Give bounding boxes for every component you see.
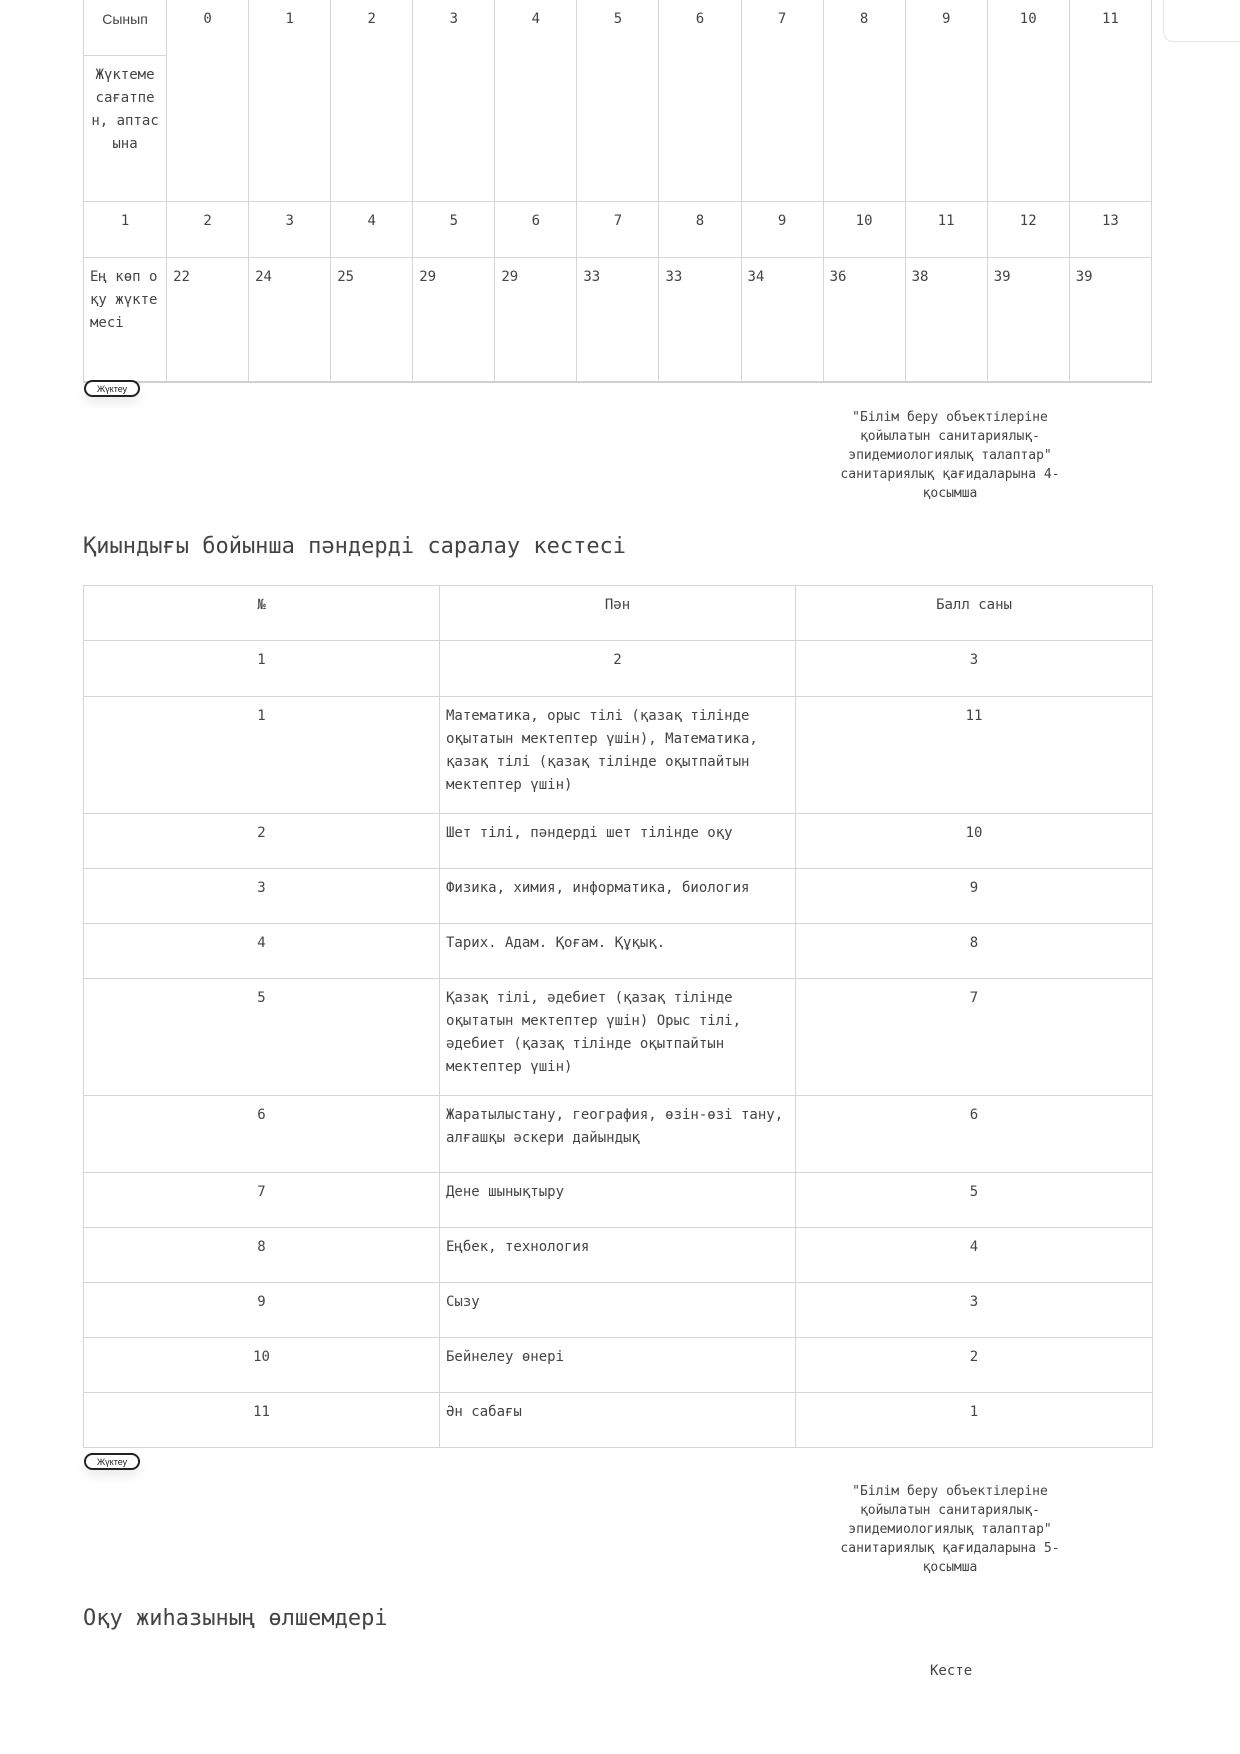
table-row <box>84 697 1153 814</box>
table-row <box>84 869 1153 924</box>
row-number-cell: 11 <box>84 1393 440 1448</box>
max-load-cell: 22 <box>167 258 249 383</box>
column-number-cell: 6 <box>495 202 577 258</box>
column-number-cell: 2 <box>167 202 249 258</box>
class-cell: 7 <box>741 0 823 202</box>
class-cell: 6 <box>659 0 741 202</box>
class-cell: 9 <box>905 0 987 202</box>
column-number-cell: 1 <box>84 202 167 258</box>
subject-cell: Еңбек, технология <box>440 1228 796 1283</box>
table-row <box>84 1338 1153 1393</box>
table-row <box>84 641 1153 697</box>
score-cell: 6 <box>796 1096 1153 1173</box>
class-cell: 0 <box>167 0 249 202</box>
class-cell: 11 <box>1069 0 1151 202</box>
column-number-cell: 1 <box>84 641 440 697</box>
max-load-cell: 25 <box>331 258 413 383</box>
subject-cell: Жаратылыстану, география, өзін-өзі тану, алғашқы әскери дайындық <box>440 1096 796 1173</box>
score-cell: 11 <box>796 697 1153 814</box>
score-cell: 4 <box>796 1228 1153 1283</box>
subject-cell: Бейнелеу өнері <box>440 1338 796 1393</box>
class-cell: 10 <box>987 0 1069 202</box>
table-header-row <box>84 586 1153 641</box>
load-label-cell: Жүктеме сағатпен, аптасына <box>84 56 167 202</box>
column-number-cell: 8 <box>659 202 741 258</box>
max-load-cell: 34 <box>741 258 823 383</box>
appendix-4-note: "Білім беру объектілеріне қойылатын санитариялық-эпидемиологиялық талаптар" санитариялық қағидаларына 4-қосымша <box>840 410 1060 501</box>
column-number-cell: 13 <box>1069 202 1151 258</box>
row-number-cell: 8 <box>84 1228 440 1283</box>
column-number-cell: 2 <box>440 641 796 697</box>
table-caption: Кесте <box>930 1663 973 1679</box>
score-cell: 9 <box>796 869 1153 924</box>
table-row <box>84 814 1153 869</box>
column-number-cell: 9 <box>741 202 823 258</box>
row-number-cell: 9 <box>84 1283 440 1338</box>
max-load-cell: 24 <box>249 258 331 383</box>
row-number-cell: 5 <box>84 979 440 1096</box>
subject-cell: Сызу <box>440 1283 796 1338</box>
class-cell: 1 <box>249 0 331 202</box>
difficulty-table <box>83 585 1153 1448</box>
class-label-cell: Сынып <box>84 0 167 56</box>
row-number-cell: 1 <box>84 697 440 814</box>
class-cell: 8 <box>823 0 905 202</box>
max-load-cell: 33 <box>577 258 659 383</box>
column-number-cell: 10 <box>823 202 905 258</box>
table-row <box>84 202 1152 258</box>
column-number-cell: 7 <box>577 202 659 258</box>
table-row <box>84 1228 1153 1283</box>
row-number-cell: 7 <box>84 1173 440 1228</box>
subject-cell: Физика, химия, информатика, биология <box>440 869 796 924</box>
class-cell: 4 <box>495 0 577 202</box>
side-panel-edge <box>1163 0 1240 42</box>
column-number-cell: 11 <box>905 202 987 258</box>
table-row <box>84 258 1152 383</box>
table-row <box>84 1173 1153 1228</box>
score-cell: 10 <box>796 814 1153 869</box>
table-row <box>84 979 1153 1096</box>
difficulty-table-title: Қиындығы бойынша пәндерді саралау кестесі <box>83 534 627 559</box>
subject-cell: Дене шынықтыру <box>440 1173 796 1228</box>
score-cell: 1 <box>796 1393 1153 1448</box>
max-load-label-cell: Ең көп оқу жүктемесі <box>84 258 167 383</box>
subject-cell: Ән сабағы <box>440 1393 796 1448</box>
subject-cell: Шет тілі, пәндерді шет тілінде оқу <box>440 814 796 869</box>
max-load-cell: 39 <box>1069 258 1151 383</box>
class-cell: 5 <box>577 0 659 202</box>
column-number-cell: 4 <box>331 202 413 258</box>
header-score: Балл саны <box>796 586 1153 641</box>
subject-cell: Тарих. Адам. Қоғам. Құқық. <box>440 924 796 979</box>
table-row <box>84 1096 1153 1173</box>
score-cell: 8 <box>796 924 1153 979</box>
furniture-title: Оқу жиһазының өлшемдері <box>83 1606 388 1631</box>
row-number-cell: 3 <box>84 869 440 924</box>
row-number-cell: 6 <box>84 1096 440 1173</box>
max-load-cell: 33 <box>659 258 741 383</box>
column-number-cell: 12 <box>987 202 1069 258</box>
max-load-cell: 29 <box>413 258 495 383</box>
score-cell: 5 <box>796 1173 1153 1228</box>
table-row <box>84 924 1153 979</box>
max-load-cell: 38 <box>905 258 987 383</box>
column-number-cell: 3 <box>249 202 331 258</box>
download-button[interactable]: Жүктеу <box>84 380 140 397</box>
subject-cell: Қазақ тілі, әдебиет (қазақ тілінде оқытатын мектептер үшін) Орыс тілі, әдебиет (қазақ тілінде оқытпайтын мектептер үшін) <box>440 979 796 1096</box>
score-cell: 2 <box>796 1338 1153 1393</box>
row-number-cell: 4 <box>84 924 440 979</box>
table-row <box>84 1393 1153 1448</box>
weekly-load-table <box>83 0 1152 383</box>
subject-cell: Математика, орыс тілі (қазақ тілінде оқытатын мектептер үшін), Математика, қазақ тілі (қазақ тілінде оқытпайтын мектептер үшін) <box>440 697 796 814</box>
score-cell: 3 <box>796 1283 1153 1338</box>
score-cell: 7 <box>796 979 1153 1096</box>
max-load-cell: 29 <box>495 258 577 383</box>
row-number-cell: 10 <box>84 1338 440 1393</box>
appendix-5-note: "Білім беру объектілеріне қойылатын санитариялық-эпидемиологиялық талаптар" санитариялық қағидаларына 5-қосымша <box>840 1484 1060 1575</box>
download-button[interactable]: Жүктеу <box>84 1453 140 1470</box>
table-row <box>84 0 1152 56</box>
header-number: № <box>84 586 440 641</box>
class-cell: 3 <box>413 0 495 202</box>
max-load-cell: 36 <box>823 258 905 383</box>
row-number-cell: 2 <box>84 814 440 869</box>
column-number-cell: 5 <box>413 202 495 258</box>
table-row <box>84 1283 1153 1338</box>
header-subject: Пән <box>440 586 796 641</box>
max-load-cell: 39 <box>987 258 1069 383</box>
class-cell: 2 <box>331 0 413 202</box>
column-number-cell: 3 <box>796 641 1153 697</box>
